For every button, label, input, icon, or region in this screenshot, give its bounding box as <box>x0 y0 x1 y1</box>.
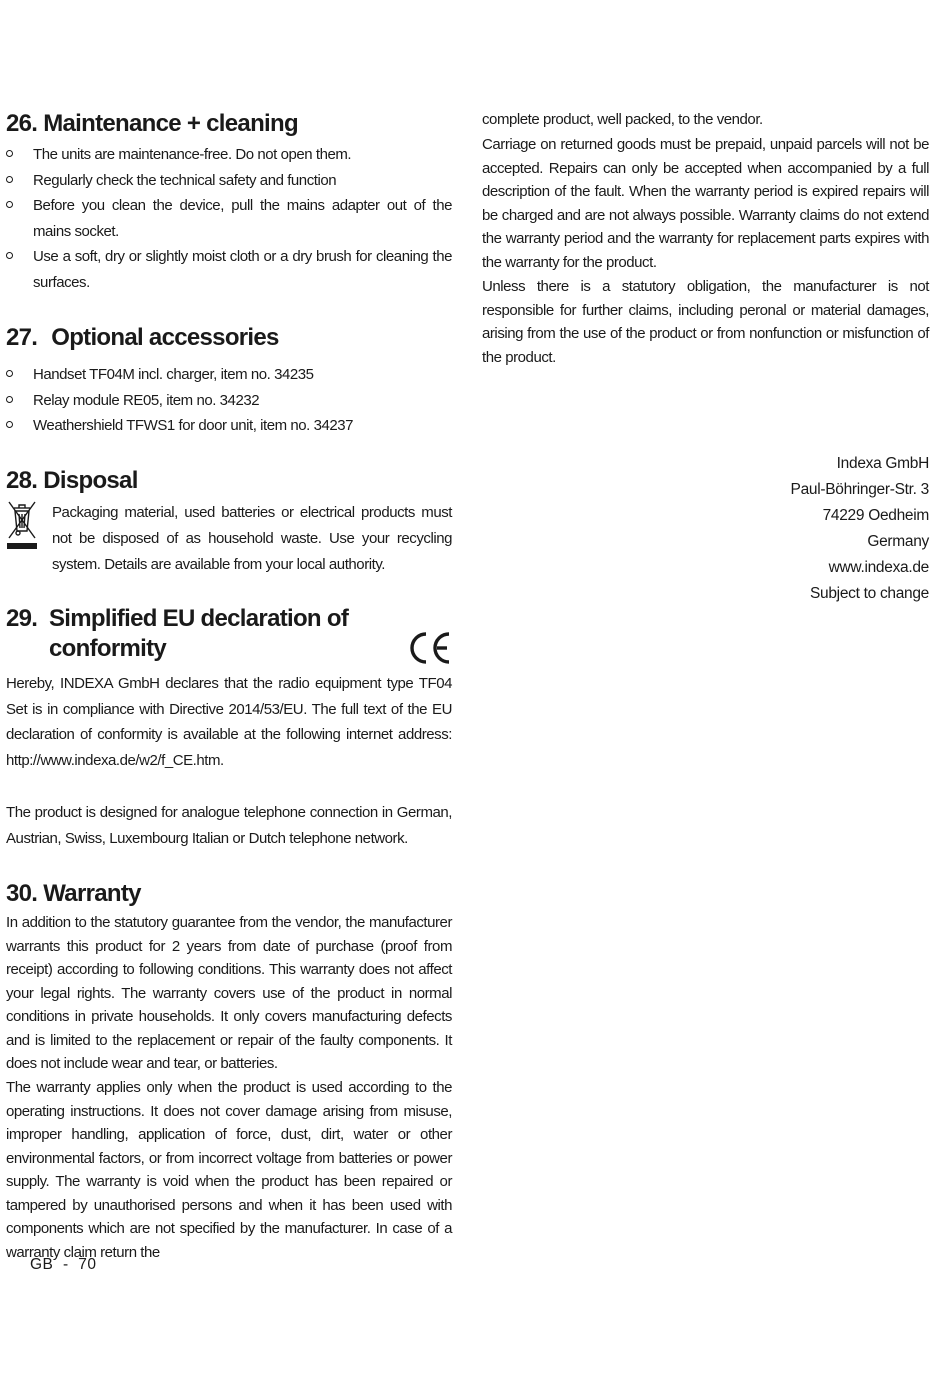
bullet-circle-icon <box>6 201 13 208</box>
section-number: 30. <box>6 880 38 907</box>
bullet-circle-icon <box>6 150 13 157</box>
warranty-paragraph-1: In addition to the statutory guarantee from the vendor, the manufacturer warrants this product for 2 years from date of purchase (proof from receipt) according to following conditions. This warranty does not affect your legal rights. The warranty covers use of the product in normal conditions in private households. It only covers manufacturing defects and is limited to the replacement or repair of the faulty components. It does not include wear and tear, or batteries. <box>6 914 452 1072</box>
list-item: Use a soft, dry or slightly moist cloth or a dry brush for cleaning the surfaces. <box>6 244 452 295</box>
declaration-text: Hereby, INDEXA GmbH declares that the radio equipment type TF04 Set is in compliance with Directive 2014/53/EU. The full text of the EU declaration of conformity is available at the following internet address: http://www.indexa.de/w2/f_CE.htm. <box>6 675 452 769</box>
section-heading-warranty <box>6 879 141 909</box>
warranty-continued-2: Carriage on returned goods must be prepaid, unpaid parcels will not be accepted. Repairs can only be accepted when accompanied by a full description of the fault. When the warranty period is expired repairs will be charged and are not always possible. Warranty claims do not extend the warranty period and the warranty for replacement parts expires with the warranty for the product. <box>482 136 929 271</box>
section-title: Maintenance + cleaning <box>43 110 298 137</box>
website: www.indexa.de <box>828 559 929 576</box>
warranty-paragraph-2: The warranty applies only when the product is used according to the operating instructions. It does not cover damage arising from misuse, improper handling, application of force, dust, dirt, water or other environmental factors, or from incorrect voltage from batteries or power supply. The warranty is void when the product has been repaired or tampered by unauthorised persons and when it has been used with components which are not specified by the manufacturer. In case of a warranty claim return the <box>6 1079 452 1261</box>
list-item: Weathershield TFWS1 for door unit, item no. 34237 <box>6 413 452 439</box>
section-heading-accessories <box>6 323 279 353</box>
section-title-line2: conformity <box>49 635 167 662</box>
warranty-continued-3: Unless there is a statutory obligation, the manufacturer is not responsible for further claims, including peronal or material damages, arising from the use of the product or from nonfunction or misfunction of the product. <box>482 278 929 366</box>
section-heading-declaration <box>6 604 348 664</box>
section-number: 29. <box>6 605 38 632</box>
change-note: Subject to change <box>810 585 929 602</box>
list-item: Before you clean the device, pull the mains adapter out of the mains socket. <box>6 193 452 244</box>
list-item: Relay module RE05, item no. 34232 <box>6 388 452 414</box>
section-title: Warranty <box>43 880 141 907</box>
company-address <box>791 451 929 607</box>
network-text: The product is designed for analogue telephone connection in German, Austrian, Swiss, Luxembourg Italian or Dutch telephone network. <box>6 804 452 847</box>
maintenance-list <box>6 142 452 295</box>
section-number: 27. <box>6 324 38 351</box>
city: 74229 Oedheim <box>822 507 929 524</box>
crossed-out-wheelie-bin-icon <box>6 500 38 550</box>
section-number: 28. <box>6 467 38 494</box>
disposal-text: Packaging material, used batteries or electrical products must not be disposed of as household waste. Use your recycling system. Details are available from your local authority. <box>52 504 452 573</box>
bullet-circle-icon <box>6 176 13 183</box>
section-heading-maintenance <box>6 109 298 139</box>
company-name: Indexa GmbH <box>836 455 929 472</box>
bullet-circle-icon <box>6 252 13 259</box>
section-heading-disposal <box>6 466 138 496</box>
ce-mark-icon <box>406 630 452 666</box>
bullet-circle-icon <box>6 396 13 403</box>
warranty-continued-1: complete product, well packed, to the vendor. <box>482 111 763 128</box>
accessories-list <box>6 362 452 439</box>
section-number: 26. <box>6 110 38 137</box>
bullet-circle-icon <box>6 421 13 428</box>
bullet-circle-icon <box>6 370 13 377</box>
list-item: Handset TF04M incl. charger, item no. 34235 <box>6 362 452 388</box>
section-title-line1: Simplified EU declaration of <box>49 605 349 632</box>
page-number: GB - 70 <box>30 1256 97 1273</box>
list-item: Regularly check the technical safety and function <box>6 168 452 194</box>
list-item: The units are maintenance-free. Do not open them. <box>6 142 452 168</box>
section-title: Disposal <box>43 467 138 494</box>
section-title: Optional accessories <box>51 324 279 351</box>
country: Germany <box>867 533 929 550</box>
street: Paul-Böhringer-Str. 3 <box>790 481 929 498</box>
